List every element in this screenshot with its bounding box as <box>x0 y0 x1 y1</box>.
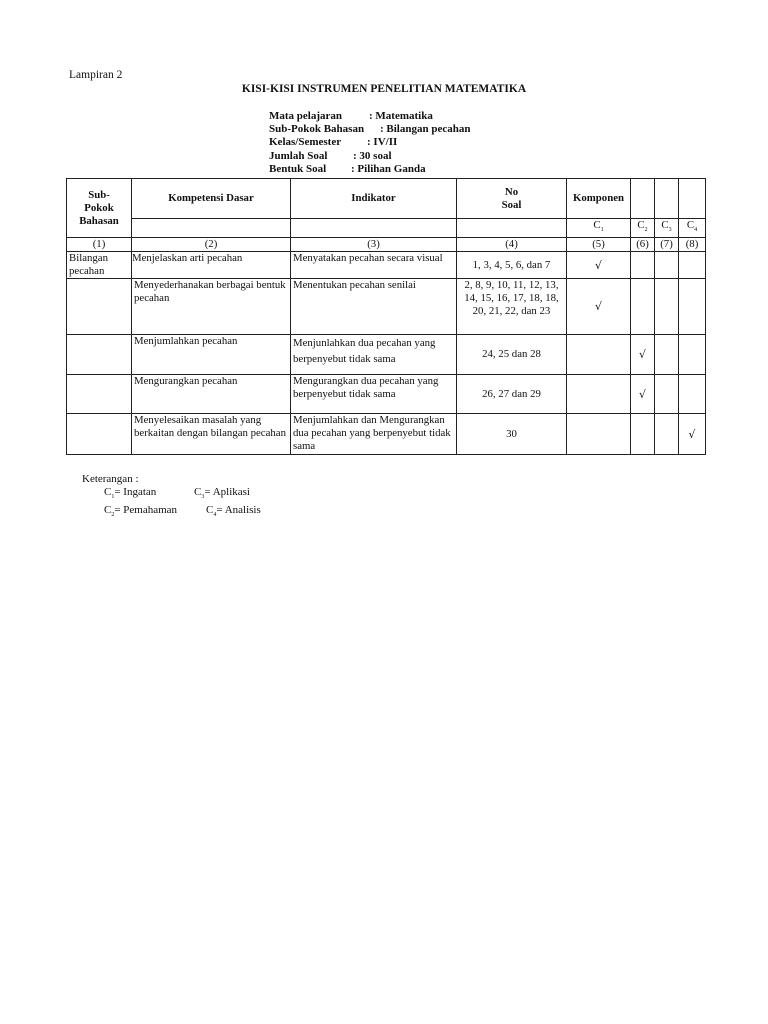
col-number: (2) <box>132 238 291 252</box>
keterangan-code: C <box>104 485 112 498</box>
header-blank <box>679 179 706 219</box>
meta-row-kelas <box>269 136 470 149</box>
header-blank <box>655 179 679 219</box>
col-number: (3) <box>291 238 457 252</box>
keterangan-sub: 1 <box>111 493 115 500</box>
table-row <box>67 375 706 414</box>
empty-cell <box>655 414 679 455</box>
col-number: (8) <box>679 238 706 252</box>
table-row <box>67 279 706 335</box>
document-title: KISI-KISI INSTRUMEN PENELITIAN MATEMATIKA <box>241 83 527 95</box>
meta-row-mata-pelajaran <box>269 110 470 123</box>
component-sub: 2 <box>644 227 648 234</box>
keterangan-sub: 3 <box>201 493 205 500</box>
document-meta <box>269 110 470 176</box>
keterangan-code: C <box>194 485 202 498</box>
component-code: C <box>637 219 645 231</box>
keterangan-sub: 4 <box>213 511 217 518</box>
keterangan-row <box>82 504 261 522</box>
header-blank <box>631 179 655 219</box>
header-blank <box>291 219 457 238</box>
empty-cell <box>67 279 132 335</box>
table-row <box>67 335 706 375</box>
table-row <box>67 252 706 279</box>
check-mark: √ <box>631 335 655 375</box>
header-komponen: Komponen <box>567 179 631 219</box>
kompetensi-cell: Menyelesaikan masalah yang berkaitan dengan bilangan pecahan <box>132 414 291 455</box>
keterangan-item <box>194 486 250 498</box>
meta-row-bentuk-soal <box>269 163 470 176</box>
component-code: C <box>686 219 695 231</box>
keterangan-text: = Ingatan <box>114 485 157 498</box>
empty-cell <box>679 279 706 335</box>
kompetensi-cell: Mengurangkan pecahan <box>132 375 291 414</box>
sub-pokok-cell: Bilangan pecahan <box>67 252 132 279</box>
kompetensi-cell: Menjelaskan arti pecahan <box>132 252 291 279</box>
meta-value: : Matematika <box>369 110 433 122</box>
kisi-kisi-table <box>66 178 706 455</box>
header-c2 <box>631 219 655 238</box>
empty-cell <box>655 279 679 335</box>
keterangan-item <box>206 504 261 516</box>
keterangan-text: = Pemahaman <box>114 503 178 516</box>
meta-label: Mata pelajaran <box>269 110 343 122</box>
component-code: C <box>593 219 601 231</box>
header-blank <box>132 219 291 238</box>
empty-cell <box>567 375 631 414</box>
header-indikator: Indikator <box>291 179 457 219</box>
header-c1 <box>567 219 631 238</box>
table-row <box>67 414 706 455</box>
header-blank <box>457 219 567 238</box>
header-kompetensi: Kompetensi Dasar <box>132 179 291 219</box>
no-soal-cell: 26, 27 dan 29 <box>457 375 567 414</box>
indikator-cell: Menentukan pecahan senilai <box>291 279 457 335</box>
check-mark: √ <box>567 252 631 279</box>
no-soal-cell: 2, 8, 9, 10, 11, 12, 13, 14, 15, 16, 17, 18, 18, 20, 21, 22, dan 23 <box>457 279 567 335</box>
empty-cell <box>679 375 706 414</box>
kompetensi-cell: Menyederhanakan berbagai bentuk pecahan <box>132 279 291 335</box>
meta-value: : Pilihan Ganda <box>351 162 426 175</box>
col-number: (7) <box>655 238 679 252</box>
header-c3 <box>655 219 679 238</box>
keterangan-item <box>104 504 206 522</box>
indikator-cell: Menyatakan pecahan secara visual <box>291 252 457 279</box>
empty-cell <box>67 414 132 455</box>
indikator-cell: Mengurangkan dua pecahan yang berpenyebut tidak sama <box>291 375 457 414</box>
keterangan-text: = Analisis <box>216 503 261 516</box>
meta-row-sub-pokok <box>269 123 470 136</box>
col-number: (5) <box>567 238 631 252</box>
meta-row-jumlah-soal <box>269 150 470 163</box>
keterangan-text: = Aplikasi <box>204 485 250 498</box>
empty-cell <box>631 252 655 279</box>
meta-value: : IV/II <box>367 136 398 149</box>
col-number: (1) <box>67 238 132 252</box>
component-sub: 3 <box>668 227 672 234</box>
check-mark: √ <box>567 279 631 335</box>
indikator-cell: Menjunlahkan dua pecahan yang berpenyebut tidak sama <box>291 335 457 375</box>
keterangan-row <box>82 486 261 504</box>
keterangan-code: C <box>206 503 214 516</box>
check-mark: √ <box>631 375 655 414</box>
col-number: (6) <box>631 238 655 252</box>
empty-cell <box>67 335 132 375</box>
check-mark: √ <box>679 414 706 455</box>
meta-label: Sub-Pokok Bahasan <box>269 123 365 136</box>
header-sub-pokok: Sub- Pokok Bahasan <box>67 179 132 238</box>
indikator-cell: Menjumlahkan dan Mengurangkan dua pecahan yang berpenyebut tidak sama <box>291 414 457 455</box>
keterangan-code: C <box>104 503 112 516</box>
keterangan-title: Keterangan : <box>82 473 139 485</box>
meta-label: Kelas/Semester <box>269 136 342 149</box>
col-number: (4) <box>457 238 567 252</box>
component-code: C <box>661 219 669 231</box>
component-sub: 4 <box>694 227 698 234</box>
lampiran-label: Lampiran 2 <box>69 69 123 81</box>
empty-cell <box>567 414 631 455</box>
header-no-soal: No Soal <box>457 179 567 219</box>
empty-cell <box>567 335 631 375</box>
no-soal-cell: 30 <box>457 414 567 455</box>
empty-cell <box>679 252 706 279</box>
no-soal-cell: 24, 25 dan 28 <box>457 335 567 375</box>
empty-cell <box>655 252 679 279</box>
empty-cell <box>655 335 679 375</box>
keterangan-sub: 2 <box>111 511 115 518</box>
keterangan-item <box>104 486 194 504</box>
meta-label: Jumlah Soal <box>269 149 328 162</box>
keterangan <box>82 473 261 522</box>
empty-cell <box>631 279 655 335</box>
no-soal-cell: 1, 3, 4, 5, 6, dan 7 <box>457 252 567 279</box>
meta-label: Bentuk Soal <box>269 162 327 175</box>
header-c4 <box>679 219 706 238</box>
empty-cell <box>679 335 706 375</box>
empty-cell <box>655 375 679 414</box>
component-sub: 1 <box>600 227 604 234</box>
meta-value: : 30 soal <box>353 149 392 162</box>
empty-cell <box>631 414 655 455</box>
kompetensi-cell: Menjumlahkan pecahan <box>132 335 291 375</box>
meta-value: : Bilangan pecahan <box>380 123 471 136</box>
empty-cell <box>67 375 132 414</box>
